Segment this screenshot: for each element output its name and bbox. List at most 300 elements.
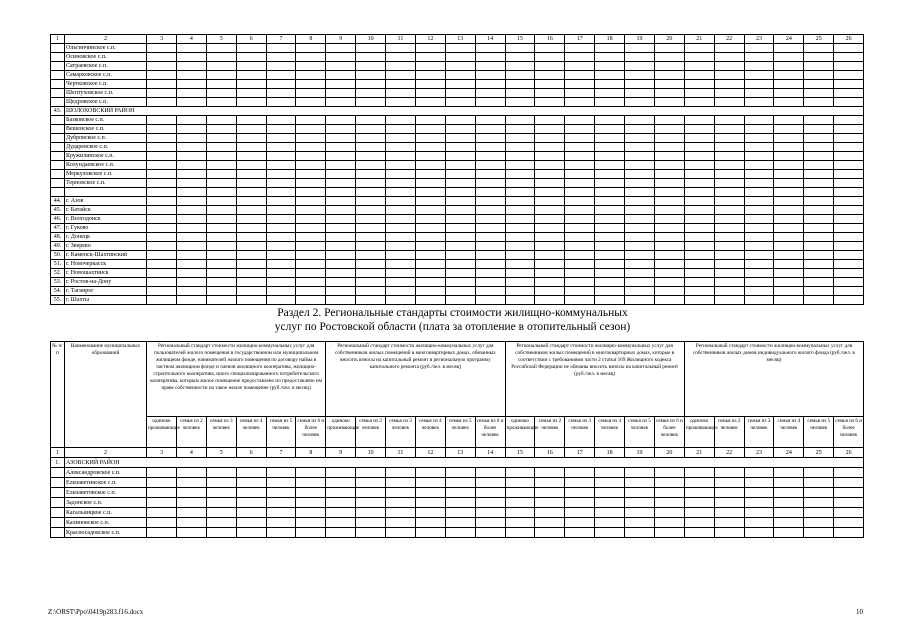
value-cell [625,197,655,206]
value-cell [774,251,804,260]
value-cell [774,134,804,143]
value-cell [535,170,565,179]
value-cell [356,161,386,170]
row-number: 47. [51,224,65,233]
column-number: 1 [51,35,65,44]
value-cell [505,98,535,107]
value-cell [684,269,714,278]
column-number: 24 [774,448,804,458]
column-number: 12 [415,35,445,44]
value-cell [475,468,505,478]
value-cell [326,251,356,260]
value-cell [176,71,206,80]
value-cell [445,296,475,305]
column-number: 23 [744,448,774,458]
value-cell [176,188,206,197]
value-cell [595,179,625,188]
value-cell [595,468,625,478]
value-cell [445,197,475,206]
value-cell [386,215,416,224]
value-cell [445,80,475,89]
value-cell [535,498,565,508]
value-cell [505,242,535,251]
value-cell [326,478,356,488]
value-cell [266,206,296,215]
row-number [51,98,65,107]
value-cell [595,170,625,179]
header-household-size: одиноко проживающие [326,417,356,448]
row-number [51,143,65,152]
value-cell [774,269,804,278]
value-cell [625,215,655,224]
value-cell [296,251,326,260]
value-cell [744,170,774,179]
municipality-name: Кружилинское с.п. [65,152,147,161]
value-cell [834,269,864,278]
value-cell [326,188,356,197]
value-cell [236,498,266,508]
column-number: 6 [236,448,266,458]
value-cell [386,116,416,125]
value-cell [147,71,177,80]
column-number: 20 [654,448,684,458]
value-cell [654,508,684,518]
value-cell [475,488,505,498]
section-heading-line2: услуг по Ростовской области (плата за отопление в отопительный сезон) [274,321,631,333]
value-cell [744,71,774,80]
value-cell [535,278,565,287]
column-number: 3 [147,448,177,458]
value-cell [654,206,684,215]
header-household-size: семья из 5 человек [445,417,475,448]
value-cell [386,468,416,478]
value-cell [176,508,206,518]
municipality-name: Осиновское с.п. [65,53,147,62]
value-cell [654,116,684,125]
value-cell [147,62,177,71]
value-cell [714,508,744,518]
value-cell [147,179,177,188]
value-cell [266,71,296,80]
value-cell [386,170,416,179]
value-cell [386,44,416,53]
value-cell [356,98,386,107]
value-cell [445,62,475,71]
value-cell [445,116,475,125]
value-cell [296,80,326,89]
value-cell [147,278,177,287]
value-cell [744,152,774,161]
value-cell [147,508,177,518]
value-cell [236,215,266,224]
value-cell [774,53,804,62]
column-number: 12 [415,448,445,458]
value-cell [684,188,714,197]
value-cell [834,206,864,215]
value-cell [774,80,804,89]
value-cell [475,518,505,528]
value-cell [714,134,744,143]
value-cell [266,224,296,233]
header-household-size: семья из 4 человек [415,417,445,448]
value-cell [147,518,177,528]
value-cell [356,53,386,62]
value-cell [804,89,834,98]
value-cell [595,197,625,206]
value-cell [266,89,296,98]
value-cell [266,468,296,478]
column-number: 14 [475,35,505,44]
value-cell [625,98,655,107]
value-cell [804,80,834,89]
value-cell [415,498,445,508]
column-number: 7 [266,35,296,44]
value-cell [386,188,416,197]
municipality-name: Елизаветинское с.п. [65,478,147,488]
municipality-name: Терновское с.п. [65,179,147,188]
value-cell [804,498,834,508]
value-cell [595,161,625,170]
value-cell [176,116,206,125]
row-number [51,508,65,518]
value-cell [565,215,595,224]
value-cell [565,134,595,143]
header-number: № п/п [51,342,65,448]
value-cell [625,143,655,152]
header-row-groups [51,342,864,417]
header-household-size: семья из 3 человек [386,417,416,448]
value-cell [236,89,266,98]
value-cell [654,152,684,161]
value-cell [834,44,864,53]
value-cell [176,251,206,260]
value-cell [595,53,625,62]
column-number: 11 [386,448,416,458]
value-cell [415,478,445,488]
value-cell [565,233,595,242]
value-cell [475,44,505,53]
value-cell [565,488,595,498]
value-cell [804,468,834,478]
value-cell [565,251,595,260]
value-cell [296,53,326,62]
value-cell [654,125,684,134]
value-cell [535,143,565,152]
section-heading [0,306,905,334]
value-cell [176,161,206,170]
value-cell [834,188,864,197]
value-cell [415,98,445,107]
row-number: 53. [51,278,65,287]
value-cell [714,71,744,80]
value-cell [535,44,565,53]
value-cell [744,188,774,197]
municipality-name: г. Таганрог [65,287,147,296]
value-cell [386,80,416,89]
value-cell [266,188,296,197]
value-cell [535,188,565,197]
value-cell [326,197,356,206]
value-cell [744,224,774,233]
value-cell [176,233,206,242]
value-cell [147,215,177,224]
value-cell [505,53,535,62]
value-cell [206,233,236,242]
value-cell [595,116,625,125]
value-cell [684,478,714,488]
value-cell [445,89,475,98]
value-cell [625,478,655,488]
value-cell [236,251,266,260]
value-cell [415,251,445,260]
top-row [51,107,864,116]
value-cell [356,170,386,179]
row-number [51,188,65,197]
bottom-row [51,498,864,508]
value-cell [206,71,236,80]
column-number: 23 [744,35,774,44]
municipality-name: Калиновское с.п. [65,518,147,528]
value-cell [654,53,684,62]
value-cell [535,206,565,215]
value-cell [176,89,206,98]
value-cell [326,224,356,233]
column-number: 16 [535,35,565,44]
header-household-size: одиноко проживающие [505,417,535,448]
value-cell [684,528,714,538]
value-cell [744,468,774,478]
value-cell [565,125,595,134]
value-cell [415,260,445,269]
header-household-size: семья из 3 человек [565,417,595,448]
value-cell [326,528,356,538]
column-number: 18 [595,448,625,458]
value-cell [386,498,416,508]
value-cell [356,44,386,53]
value-cell [505,134,535,143]
value-cell [296,488,326,498]
value-cell [415,296,445,305]
value-cell [744,161,774,170]
value-cell [535,53,565,62]
value-cell [684,498,714,508]
value-cell [296,197,326,206]
value-cell [206,468,236,478]
value-cell [535,116,565,125]
value-cell [415,179,445,188]
value-cell [535,134,565,143]
value-cell [266,215,296,224]
value-cell [475,233,505,242]
value-cell [744,508,774,518]
value-cell [415,224,445,233]
value-cell [505,197,535,206]
value-cell [625,62,655,71]
value-cell [176,80,206,89]
row-number: 51. [51,260,65,269]
value-cell [684,206,714,215]
value-cell [445,125,475,134]
value-cell [774,143,804,152]
value-cell [236,269,266,278]
value-cell [625,152,655,161]
value-cell [744,478,774,488]
value-cell [326,170,356,179]
value-cell [535,197,565,206]
document-path: Z:\ORST\Ppo\0419p283.f16.docx [48,608,144,616]
value-cell [654,143,684,152]
value-cell [326,98,356,107]
value-cell [714,53,744,62]
value-cell [326,296,356,305]
bottom-row [51,508,864,518]
value-cell [714,260,744,269]
value-cell [625,260,655,269]
value-cell [236,224,266,233]
value-cell [475,287,505,296]
value-cell [774,179,804,188]
value-cell [415,161,445,170]
value-cell [475,498,505,508]
column-number: 5 [206,448,236,458]
column-number: 9 [326,448,356,458]
row-number [51,44,65,53]
value-cell [415,206,445,215]
value-cell [147,206,177,215]
value-cell [475,508,505,518]
value-cell [386,89,416,98]
value-cell [774,488,804,498]
value-cell [206,98,236,107]
value-cell [744,488,774,498]
value-cell [595,269,625,278]
value-cell [356,278,386,287]
value-cell [804,508,834,518]
municipality-name: Задонское с.п. [65,498,147,508]
header-household-size: семья из 6 и более человек [834,417,864,448]
value-cell [654,161,684,170]
value-cell [386,278,416,287]
value-cell [266,179,296,188]
value-cell [535,80,565,89]
value-cell [774,233,804,242]
value-cell [714,206,744,215]
value-cell [445,215,475,224]
value-cell [834,498,864,508]
value-cell [415,143,445,152]
value-cell [326,134,356,143]
value-cell [147,287,177,296]
value-cell [625,468,655,478]
column-number: 19 [625,35,655,44]
value-cell [147,143,177,152]
value-cell [266,498,296,508]
value-cell [206,242,236,251]
value-cell [296,44,326,53]
value-cell [565,518,595,528]
value-cell [356,296,386,305]
municipality-name: Самарковское с.п. [65,71,147,80]
value-cell [206,251,236,260]
value-cell [475,98,505,107]
row-number: 44. [51,197,65,206]
value-cell [356,233,386,242]
value-cell [595,242,625,251]
value-cell [684,197,714,206]
value-cell [774,287,804,296]
value-cell [654,71,684,80]
value-cell [266,170,296,179]
value-cell [565,478,595,488]
value-cell [176,62,206,71]
value-cell [236,508,266,518]
row-number [51,498,65,508]
value-cell [654,242,684,251]
value-cell [744,242,774,251]
value-cell [744,206,774,215]
value-cell [415,152,445,161]
top-row [51,188,864,197]
value-cell [445,188,475,197]
top-row [51,224,864,233]
value-cell [744,296,774,305]
value-cell [565,197,595,206]
value-cell [296,260,326,269]
value-cell [236,518,266,528]
value-cell [356,224,386,233]
column-number-row [51,448,864,458]
municipality-name: Кагальницкое с.п. [65,508,147,518]
value-cell [206,518,236,528]
value-cell [176,278,206,287]
value-cell [236,188,266,197]
value-cell [296,508,326,518]
municipality-name: Александровское с.п. [65,468,147,478]
value-cell [834,197,864,206]
header-household-size: семья из 6 и более человек [475,417,505,448]
value-cell [804,278,834,287]
value-cell [445,53,475,62]
column-number: 21 [684,448,714,458]
value-cell [714,251,744,260]
value-cell [415,468,445,478]
municipality-name: г. Шахты [65,296,147,305]
value-cell [505,224,535,233]
value-cell [535,478,565,488]
value-cell [595,62,625,71]
value-cell [386,53,416,62]
value-cell [684,518,714,528]
value-cell [386,179,416,188]
value-cell [326,143,356,152]
rates-table-top [50,34,864,305]
value-cell [774,152,804,161]
value-cell [475,62,505,71]
value-cell [804,152,834,161]
municipality-name: Красносадовское с.п. [65,528,147,538]
value-cell [625,242,655,251]
value-cell [356,143,386,152]
row-number: 52. [51,269,65,278]
top-row [51,260,864,269]
value-cell [296,287,326,296]
value-cell [326,488,356,498]
value-cell [684,224,714,233]
value-cell [147,44,177,53]
value-cell [834,518,864,528]
value-cell [714,518,744,528]
value-cell [236,80,266,89]
